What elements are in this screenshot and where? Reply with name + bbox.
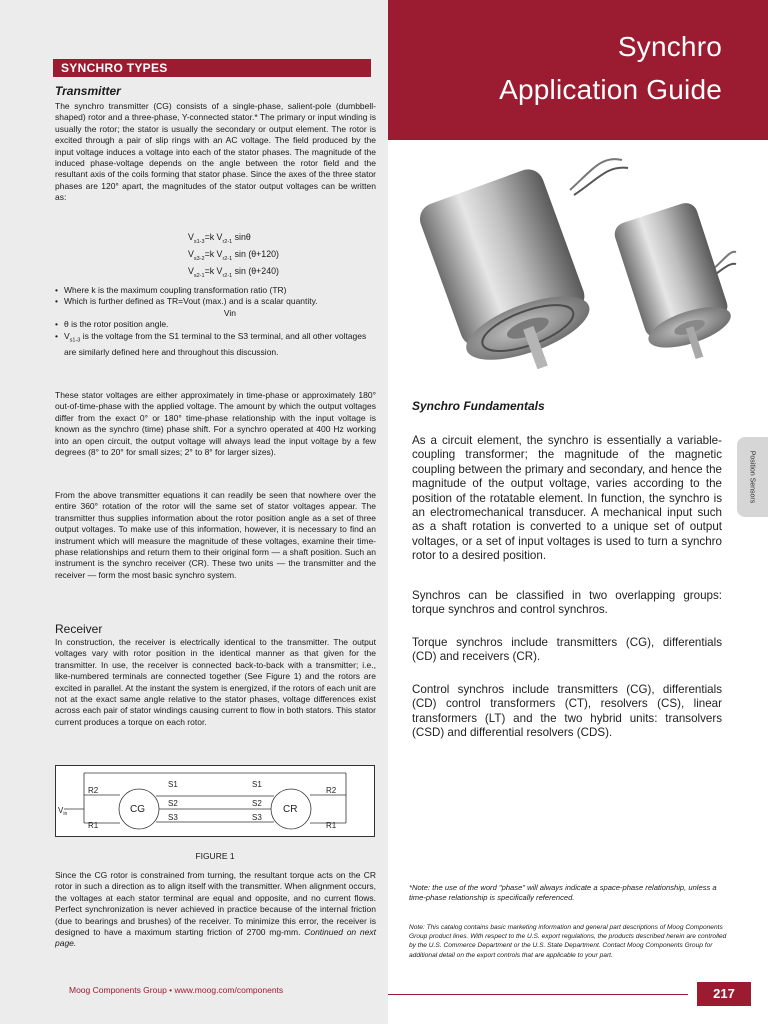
figure-caption: FIGURE 1 [195, 851, 235, 861]
s3-label-left: S3 [168, 813, 178, 822]
equation-2: $V_{s3-2}=k$ $V_{r2-1}$ sin (θ+120) [188, 248, 279, 262]
export-note: Note: This catalog contains basic marketing information and general part descriptions of Moog Components Group product lines. With respect to the U.S. export regulations, the products described herein are controlled by the U.S. Commerce Department or the U.S. State Department. Contact Moog Components Group for additional detail on the export controls that are applicable to your part. [409, 924, 727, 959]
stator-equations [188, 231, 279, 281]
definition-bullets [55, 285, 376, 358]
bullet-item: • Where k is the maximum coupling transformation ratio (TR) [55, 285, 376, 296]
transmitter-heading: Transmitter [55, 84, 121, 98]
bullet-item: • $V_{s1-3}$ is the voltage from the S1 terminal to the S3 terminal, and all other voltages are similarly defined here and throughout this discussion. [55, 331, 376, 359]
s2-label-left: S2 [168, 799, 178, 808]
vin-label: $V_{in}$ [58, 806, 68, 817]
fundamentals-heading: Synchro Fundamentals [412, 399, 545, 413]
phase-footnote: *Note: the use of the word "phase" will always indicate a space-phase relationship, unless a time-phase relationship is specifically referenced. [409, 883, 717, 903]
title-banner [388, 0, 768, 140]
bullet-item: • Which is further defined as TR=Vout (max.) and is a scalar quantity. Vin [55, 296, 376, 319]
classification-paragraph: Synchros can be classified in two overlapping groups: torque synchros and control synchros. [412, 589, 722, 617]
page-number: 217 [697, 982, 751, 1006]
s2-label-right: S2 [252, 799, 262, 808]
torque-synchros-paragraph: Torque synchros include transmitters (CG), differentials (CD) and receivers (CR). [412, 636, 722, 664]
equation-3: $V_{s2-1}=k$ $V_{r2-1}$ sin (θ+240) [188, 265, 279, 279]
transmitter-paragraph: The synchro transmitter (CG) consists of a single-phase, salient-pole (dumbbell-shaped) rotor and a three-phase, Y-connected stator.* The primary or input winding is usually the rotor; the stator is usually the secondary or output element. The rotor is excited through a pair of slip rings with an AC voltage. The field produced by the input voltage induces a voltage into each of the stator phases. The magnitude of the induced phase-voltage depends on the angle between the rotor field and the resultant axis of the coils forming that stator phase. Since the axes of the three stator phases are 120° apart, the magnitudes of the stator output voltages can be written as: [55, 101, 376, 203]
equation-1: $V_{s1-3}=k$ $V_{r2-1}$ sinθ [188, 232, 251, 245]
footer-company-url: Moog Components Group • www.moog.com/components [69, 985, 284, 995]
small-synchro [612, 200, 738, 371]
phase-paragraph: These stator voltages are either approximately in time-phase or approximately 180° out-of-time-phase with the applied voltage. The amount by which the output voltages differ from the exact 0° or 180° time-phase relationship with the input voltage is known as the synchro (time) phase shift. For a synchro operated at 400 Hz working into an open circuit, the output voltage will always lead the input voltage by a few degrees (8° to 20° for small sizes; 2° to 8° for larger sizes). [55, 390, 376, 458]
continued-note: Continued on next page. [55, 927, 376, 949]
s3-label-right: S3 [252, 813, 262, 822]
r1-label-right: R1 [326, 821, 337, 830]
footer-rule [388, 994, 688, 995]
page-title-line1: Synchro [617, 31, 722, 62]
section-title-bar: SYNCHRO TYPES [53, 59, 371, 77]
s1-label-right: S1 [252, 780, 262, 789]
receiver-paragraph: In construction, the receiver is electrically identical to the transmitter. The output voltages vary with rotor position in the identical manner as that given for the transmitter. In use, the receiver is connected back-to-back with a transmitter; i.e., like-numbered terminals are connected together (See Figure 1) and the rotors are excited in parallel. At the instant the system is energized, if the rotors of each unit are not at the exact same angle relative to the stator phases, voltage differences exist across each pair of stator windings causing current to flow in both stators. This stator current produces a torque on each rotor. [55, 637, 376, 727]
r2-label-left: R2 [88, 786, 99, 795]
fundamentals-paragraph: As a circuit element, the synchro is essentially a variable-coupling transformer; the magnitude of the magnetic coupling between the primary and secondary, and hence the magnitude of the output voltage, varies according to the position of the rotatable element. In function, the synchro is an electromechanical transducer. A mechanical input such as a shaft rotation is converted to a unique set of output voltages, or a set of input voltages is used to turn a synchro rotor to a desired position. [412, 434, 722, 563]
r1-label-left: R1 [88, 821, 99, 830]
synchro-product-photo [392, 150, 738, 380]
synchro-wiring-svg [56, 766, 374, 836]
figure-1-diagram [55, 765, 375, 837]
r2-label-right: R2 [326, 786, 337, 795]
receiver-intro-paragraph: From the above transmitter equations it can readily be seen that nowhere over the entire 360° rotation of the rotor will the same set of stator voltages appear. The transmitter thus supplies information about the rotor position angle as a set of three output voltages. To make use of this information, however, it is necessary to find an instrument which will measure the magnitude of these voltages, examine their time-phase relationships and return them to their original form — a shaft position. Such an instrument is the synchro receiver (CR). These two units — the transmitter and the receiver — form the most basic synchro system. [55, 490, 376, 580]
large-synchro [415, 165, 603, 380]
bullet-item: • θ is the rotor position angle. [55, 319, 376, 330]
s1-label-left: S1 [168, 780, 178, 789]
alignment-paragraph: Since the CG rotor is constrained from turning, the resultant torque acts on the CR rotor in such a direction as to align itself with the transmitter. When alignment occurs, the voltages at each stator terminal are equal and opposite, and no current flows. Perfect synchronization is never achieved in practice because of the internal friction (due to bearings and brushes) of the receiver. To minimize this error, the receiver is designed to have a maximum starting friction of 2700 mg-mm. Continued on next page. [55, 870, 376, 949]
vin-denominator: Vin [223, 307, 236, 318]
page-title-line2: Application Guide [499, 74, 722, 105]
side-tab-label: Position Sensors [748, 450, 756, 504]
control-synchros-paragraph: Control synchros include transmitters (CG), differentials (CD) control transformers (CT), resolvers (CS), linear transformers (LT) and the two hybrid units: transolvers (CSD) and differential resolvers (CDS). [412, 683, 722, 740]
cr-label: CR [283, 804, 298, 815]
receiver-heading: Receiver [55, 622, 103, 636]
cg-label: CG [130, 804, 145, 815]
